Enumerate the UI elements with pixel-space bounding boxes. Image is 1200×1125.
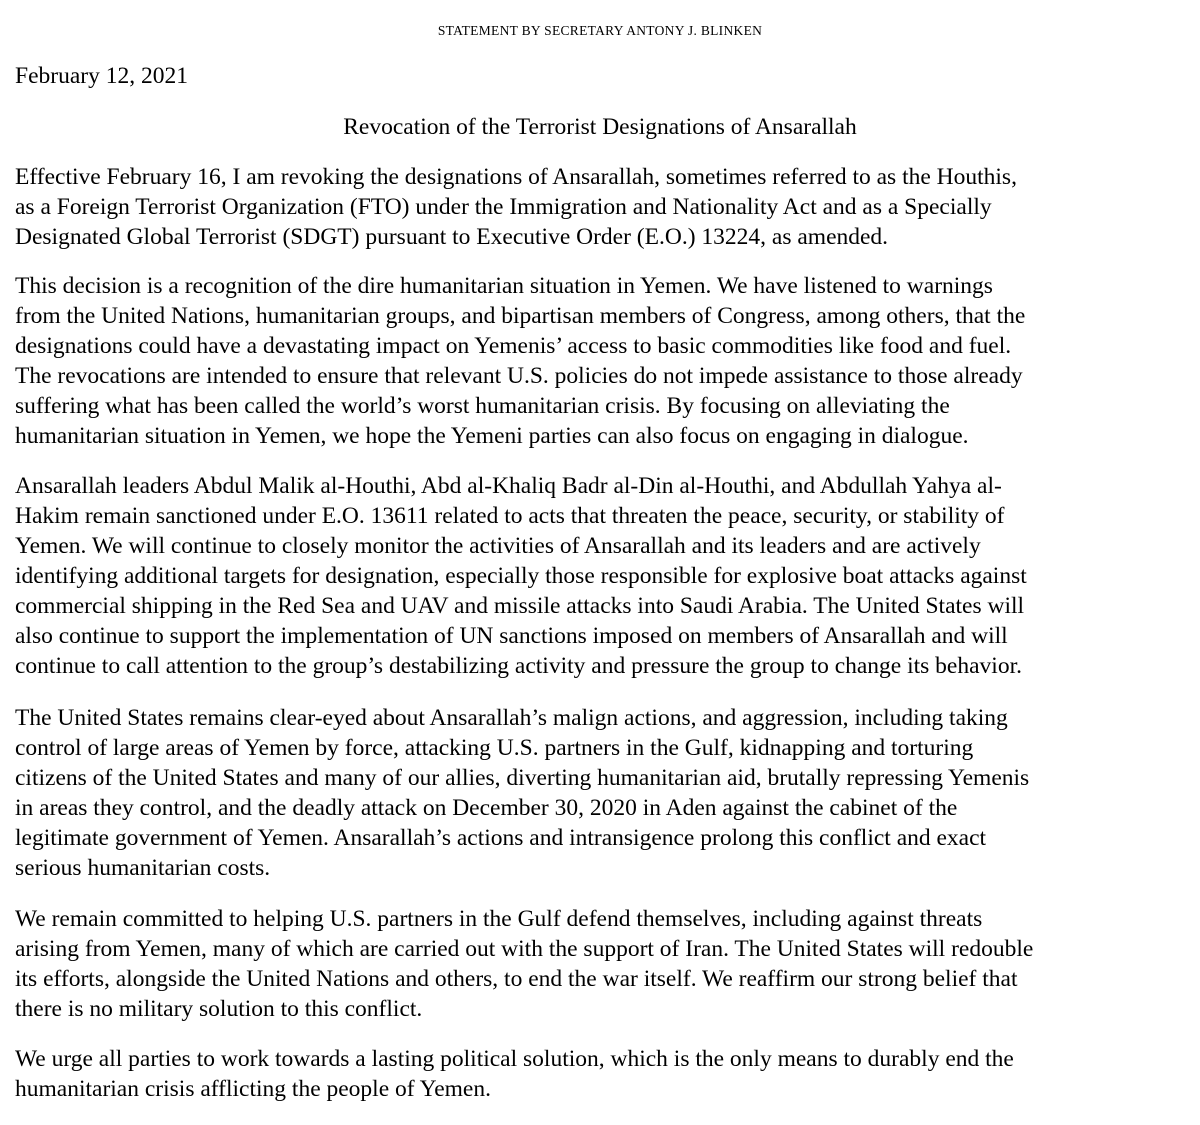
statement-header: STATEMENT BY SECRETARY ANTONY J. BLINKEN — [437, 23, 763, 38]
paragraph-revocation — [15, 162, 1193, 252]
paragraph-line: Ansarallah leaders Abdul Malik al-Houthi, Abd al-Khaliq Badr al-Din al-Houthi, and Abdullah Yahya al- — [15, 473, 1002, 499]
paragraph-line: The revocations are intended to ensure that relevant U.S. policies do not impede assistance to those already — [15, 363, 1023, 389]
paragraph-humanitarian — [15, 271, 1193, 451]
paragraph-line: its efforts, alongside the United Nations and others, to end the war itself. We reaffirm our strong belief that — [15, 966, 1018, 992]
paragraph-line: citizens of the United States and many of our allies, diverting humanitarian aid, brutally repressing Yemenis — [15, 765, 1030, 791]
paragraph-line: Effective February 16, I am revoking the designations of Ansarallah, sometimes referred to as the Houthis, — [15, 164, 1017, 190]
paragraph-line: from the United Nations, humanitarian groups, and bipartisan members of Congress, among others, that the — [15, 303, 1026, 329]
paragraph-line: Designated Global Terrorist (SDGT) pursuant to Executive Order (E.O.) 13224, as amended. — [15, 224, 889, 250]
paragraph-gulf-partners — [15, 904, 1193, 1024]
paragraph-political-solution — [15, 1044, 1193, 1104]
paragraph-line: commercial shipping in the Red Sea and UAV and missile attacks into Saudi Arabia. The United States will — [15, 593, 1025, 619]
paragraph-line: as a Foreign Terrorist Organization (FTO) under the Immigration and Nationality Act and as a Specially — [15, 194, 992, 220]
paragraph-line: designations could have a devastating impact on Yemenis’ access to basic commodities like food and fuel. — [15, 333, 1012, 359]
paragraph-sanctioned-leaders — [15, 471, 1193, 681]
paragraph-line: We urge all parties to work towards a lasting political solution, which is the only means to durably end the — [15, 1046, 1014, 1072]
paragraph-line: This decision is a recognition of the dire humanitarian situation in Yemen. We have listened to warnings — [15, 273, 993, 299]
paragraph-malign-actions — [15, 703, 1193, 883]
paragraph-line: serious humanitarian costs. — [15, 855, 271, 881]
paragraph-line: continue to call attention to the group’s destabilizing activity and pressure the group to change its behavior. — [15, 653, 1022, 679]
paragraph-line: in areas they control, and the deadly attack on December 30, 2020 in Aden against the cabinet of the — [15, 795, 958, 821]
statement-title: Revocation of the Terrorist Designations of Ansarallah — [343, 114, 857, 140]
paragraph-line: We remain committed to helping U.S. partners in the Gulf defend themselves, including against threats — [15, 906, 983, 932]
paragraph-line: there is no military solution to this conflict. — [15, 996, 423, 1022]
paragraph-line: The United States remains clear-eyed about Ansarallah’s malign actions, and aggression, including taking — [15, 705, 1008, 731]
paragraph-line: also continue to support the implementation of UN sanctions imposed on members of Ansarallah and will — [15, 623, 1008, 649]
statement-date: February 12, 2021 — [15, 63, 188, 89]
paragraph-line: humanitarian situation in Yemen, we hope the Yemeni parties can also focus on engaging in dialogue. — [15, 423, 969, 449]
paragraph-line: suffering what has been called the world’s worst humanitarian crisis. By focusing on alleviating the — [15, 393, 950, 419]
paragraph-line: identifying additional targets for designation, especially those responsible for explosive boat attacks against — [15, 563, 1027, 589]
paragraph-line: legitimate government of Yemen. Ansarallah’s actions and intransigence prolong this conflict and exact — [15, 825, 987, 851]
paragraph-line: control of large areas of Yemen by force, attacking U.S. partners in the Gulf, kidnapping and torturing — [15, 735, 974, 761]
paragraph-line: humanitarian crisis afflicting the people of Yemen. — [15, 1076, 491, 1102]
paragraph-line: Yemen. We will continue to closely monitor the activities of Ansarallah and its leaders and are actively — [15, 533, 981, 559]
paragraph-line: Hakim remain sanctioned under E.O. 13611 related to acts that threaten the peace, security, or stability of — [15, 503, 1005, 529]
paragraph-line: arising from Yemen, many of which are carried out with the support of Iran. The United States will redouble — [15, 936, 1034, 962]
